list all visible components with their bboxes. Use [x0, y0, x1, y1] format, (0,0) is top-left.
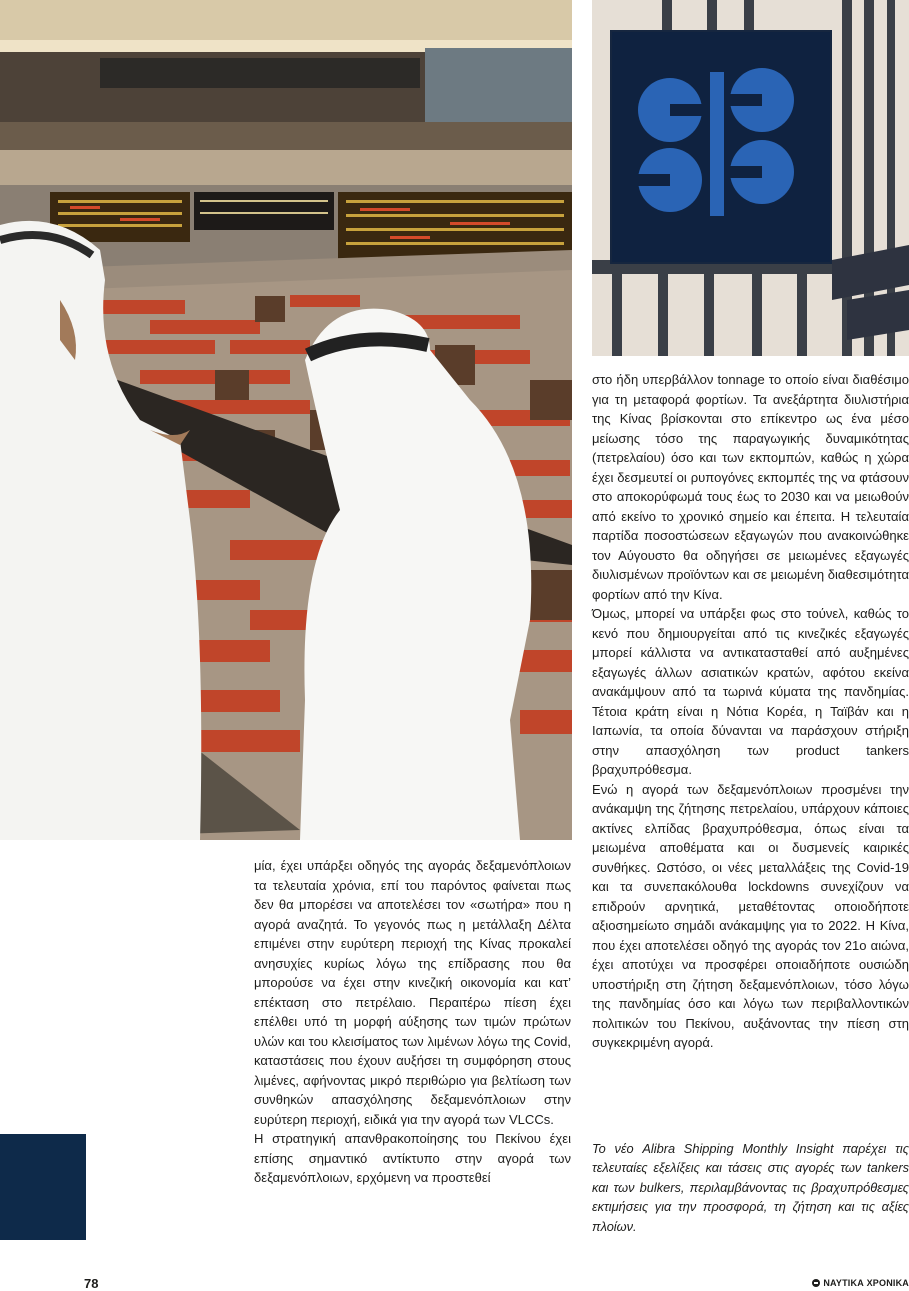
article-column-right — [592, 370, 909, 1053]
article-caption: Το νέο Alibra Shipping Monthly Insight παρέχει τις τελευταίες εξελίξεις και τάσεις στις αγορές των tankers και των bulkers, περιλαμβάνοντας τις βραχυπρόθεσμες εκτιμήσεις για την προσφορά, τη ζήτηση και τις αξίες πλοίων. — [592, 1141, 909, 1234]
decorative-block — [0, 1134, 86, 1240]
opec-photo — [592, 0, 909, 356]
paragraph: Όμως, μπορεί να υπάρξει φως στο τούνελ, καθώς το κενό που δημιουργείται από τις κινεζικές εξαγωγές μπορεί κάλλιστα να αντικατασταθεί από αυξημένες εξαγωγές άλλων ασιατικών κρατών, αφότου εκείνα ανακάμψουν από τα τωρινά κύματα της πανδημίας. Τέτοια κράτη είναι η Νότια Κορέα, η Ταϊβάν και η Ιαπωνία, τα οποία δύνανται να παράσχουν στήριξη στην απασχόληση των product tankers βραχυπρόθεσμα. — [592, 606, 909, 777]
article-column-middle — [254, 856, 571, 1188]
page-number: 78 — [84, 1276, 99, 1291]
brand-logo-icon — [812, 1279, 820, 1287]
opec-photo-illustration — [592, 0, 909, 356]
brand-name: ΝΑΥΤΙΚΑ ΧΡΟΝΙΚΑ — [823, 1278, 909, 1288]
exchange-photo-illustration — [0, 0, 572, 840]
paragraph: Η στρατηγική απανθρακοποίησης του Πεκίνου έχει επίσης σημαντικό αντίκτυπο στην αγορά των δεξαμενόπλοιων, ερχόμενη να προστεθεί — [254, 1131, 571, 1185]
paragraph: στο ήδη υπερβάλλον tonnage το οποίο είναι διαθέσιμο για τη μεταφορά φορτίων. Τα ανεξάρτητα διυλιστήρια της Κίνας βρίσκονται στο επίκεντρο ως ένα μέσο μείωσης τόσο της παραγωγικής δυναμικότητας (πετρελαίου) όσο και των εκπομπών, καθώς η χώρα έχει δεσμευτεί οι ρυπογόνες εκπομπές της να φτάσουν στο αποκορύφωμά τους έως το 2030 και να μειωθούν από εκείνο το χρονικό σημείο και έπειτα. Η τελευταία παρτίδα ποσοστώσεων εξαγωγών που ανακοινώθηκε τον Αύγουστο θα οδηγήσει σε μειωμένες εξαγωγές διυλισμένων προϊόντων και σε μειωμένη διαθεσιμότητα φορτίων από την Κίνα. — [592, 372, 909, 602]
publication-brand — [812, 1278, 909, 1288]
paragraph: μία, έχει υπάρξει οδηγός της αγοράς δεξαμενόπλοιων τα τελευταία χρόνια, επί του παρόντος φαίνεται πως δεν θα μπορέσει να αποτελέσει τον «σωτήρα» που η αγορά αναζητά. Το γεγονός πως η μετάλλαξη Δέλτα επιμένει στην ευρύτερη περιοχή της Κίνας προκαλεί ανησυχίες κυρίως λόγω της επίδρασης που θα μπορούσε να έχει στην κινεζική οικονομία και κατ’ επέκταση στο πετρέλαιο. Περαιτέρω πίεση έχει επέλθει υπό τη μορφή αύξησης των τιμών πρώτων υλών και του κλεισίματος των λιμένων λόγω της Covid, καταστάσεις που έχουν αυξήσει τη συμφόρηση στους λιμένες, αφήνοντας μικρό περιθώριο για βελτίωση των συνθηκών απασχόλησης δεξαμενόπλοιων στην ευρύτερη περιοχή, ειδικά για την αγορά των VLCCs. — [254, 858, 571, 1127]
paragraph: Ενώ η αγορά των δεξαμενόπλοιων προσμένει την ανάκαμψη της ζήτησης πετρελαίου, υπάρχουν κάποιες ακτίνες ελπίδας βραχυπρόθεσμα, όπως είναι τα μειωμένα αποθέματα και οι δυσμενείς καιρικές συνθήκες. Ωστόσο, οι νέες μεταλλάξεις της Covid-19 και τα συνεπακόλουθα lockdowns συνεχίζουν να επιδρούν αρνητικά, μεταθέτοντας οποιοδήποτε αξιοσημείωτο σημάδι ανάκαμψης για το 2022. Η Κίνα, που έχει αποτελέσει οδηγό της αγοράς τον 21ο αιώνα, έχει αποτύχει να προσφέρει οποιαδήποτε ουσιώδη υποστήριξη στη ζήτηση δεξαμενόπλοιων, τόσο λόγω της πανδημίας όσο και λόγω των περιβαλλοντικών πολιτικών του Πεκίνου, αυξάνοντας την πίεση στη συγκεκριμένη αγορά. — [592, 781, 909, 1050]
exchange-photo — [0, 0, 572, 840]
